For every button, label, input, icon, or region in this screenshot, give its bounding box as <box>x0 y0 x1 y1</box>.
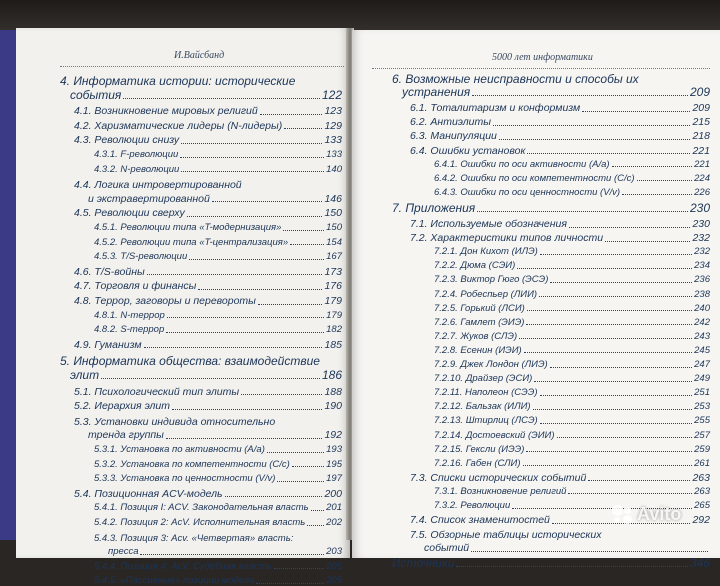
toc-page-number: 255 <box>694 415 710 427</box>
toc-page-number: 218 <box>692 130 710 143</box>
toc-leader <box>267 452 324 453</box>
toc-page-number: 182 <box>326 324 342 336</box>
toc-leader <box>140 554 324 555</box>
toc-entry-title: 7.3.2. Революции <box>434 500 511 511</box>
toc-page-number: 247 <box>694 359 710 370</box>
toc-leader <box>477 211 688 212</box>
toc-entry-title: 7.4. Список знаменитостей <box>410 514 550 527</box>
toc-leader <box>622 194 692 195</box>
toc-leader <box>290 244 324 245</box>
toc-entry-title: 6.3. Манипуляции <box>410 130 497 143</box>
toc-leader <box>588 480 690 481</box>
toc-entry <box>94 325 342 335</box>
toc-entry-title: 7.2. Характеристики типов личности <box>410 232 604 245</box>
toc-entry-title: 6.4.1. Ошибки по оси активности (A/a) <box>434 158 610 170</box>
toc-entry-title: 7.2.6. Гамлет (ЭИЭ) <box>434 316 525 328</box>
toc-leader <box>456 566 688 567</box>
toc-entry-title: 7.2.1. Дон Кихот (ИЛЭ) <box>434 246 538 258</box>
toc-page-number: 257 <box>694 429 710 441</box>
toc-entry <box>410 131 710 142</box>
toc-entry-title: 7.2.7. Жуков (СЛЭ) <box>434 330 518 342</box>
toc-entry-title: 6.4.2. Ошибки по оси компетентности (C/c) <box>434 172 635 184</box>
toc-entry <box>434 188 710 198</box>
toc-entry-title: 5.4.5. «Пассивные» позиции модели <box>94 575 255 586</box>
toc-entry-title: события <box>70 87 122 102</box>
toc-entry-title: событий <box>424 542 470 555</box>
toc-leader <box>292 466 324 467</box>
toc-leader <box>471 551 708 552</box>
toc-page-number: 253 <box>694 401 710 413</box>
toc-entry <box>94 460 342 470</box>
toc-page-number: 203 <box>326 546 342 558</box>
toc-leader <box>180 157 324 158</box>
toc-leader <box>181 143 322 144</box>
toc-leader <box>550 367 692 368</box>
toc-entry <box>74 296 342 307</box>
toc-entry-title: 7.2.13. Штирлиц (ЛСЭ) <box>434 415 538 427</box>
toc-entry <box>94 518 342 528</box>
toc-entry-title: 4.8. Террор, заговоры и перевороты <box>74 295 256 307</box>
toc-leader <box>256 583 324 584</box>
toc-leader <box>258 304 323 305</box>
toc-page-number: 185 <box>324 338 342 351</box>
toc-entry <box>392 202 710 214</box>
toc-entry-title: 4.3.1. F-революции <box>94 149 179 160</box>
toc-page-number: 190 <box>324 400 342 413</box>
toc-page-number: 251 <box>694 387 710 399</box>
toc-entry-title: 6.4. Ошибки установок <box>410 144 526 157</box>
toc-page-number: 205 <box>326 560 342 572</box>
toc-entry <box>434 459 710 469</box>
toc-page-number: 201 <box>326 502 342 514</box>
toc-leader <box>101 378 320 379</box>
toc-page-number: 221 <box>694 158 710 170</box>
toc-entry <box>108 547 342 557</box>
toc-page-number: 215 <box>692 116 710 129</box>
toc-leader <box>181 171 324 172</box>
toc-leader <box>147 274 323 275</box>
toc-entry <box>88 430 342 441</box>
toc-entry <box>410 219 710 230</box>
toc-entry-title: 7.2.2. Дюма (СЭИ) <box>434 260 516 272</box>
toc-entry-title: 4.8.1. N-террор <box>94 309 165 321</box>
toc-page-number: 150 <box>326 222 342 233</box>
toc-entry-title: 7. Приложения <box>392 200 476 215</box>
toc-leader <box>526 451 692 452</box>
toc-entry-title: устранения <box>402 85 471 100</box>
toc-entry-title: 5.2. Иерархия элит <box>74 400 171 413</box>
toc-leader <box>568 493 692 494</box>
toc-page-number: 197 <box>326 473 342 485</box>
toc-entry <box>74 281 342 292</box>
toc-entry <box>434 332 710 342</box>
toc-entry <box>434 247 710 257</box>
toc-entry <box>434 402 710 412</box>
toc-page-number: 150 <box>324 207 342 220</box>
toc-entry-title: 7.2.3. Виктор Гюго (ЭСЭ) <box>434 274 549 286</box>
toc-entry <box>434 374 710 384</box>
toc-right <box>352 30 720 571</box>
toc-entry-title: 7.3.1. Возникновение религий <box>434 485 567 497</box>
toc-entry-title: 4.5. Революции сверху <box>74 207 185 220</box>
toc-page-number: 146 <box>324 192 342 205</box>
toc-entry-title: 4.1. Возникновение мировых религий <box>74 105 258 118</box>
toc-leader <box>534 381 692 382</box>
toc-leader <box>187 216 323 217</box>
toc-leader <box>284 128 322 129</box>
toc-leader <box>172 409 322 410</box>
running-head-right: 5000 лет информатики <box>492 52 593 63</box>
toc-entry-title: 6.1. Тоталитаризм и конформизм <box>410 102 581 115</box>
toc-entry-title: 4.2. Харизматические лидеры (N-лидеры) <box>74 119 283 132</box>
toc-page-number: 192 <box>324 429 342 442</box>
toc-leader <box>260 114 323 115</box>
toc-leader <box>540 395 693 396</box>
toc-leader <box>225 496 323 497</box>
toc-leader <box>526 324 692 325</box>
toc-leader <box>123 98 320 99</box>
toc-page-number: 236 <box>694 274 710 286</box>
toc-entry <box>74 267 342 278</box>
toc-page-number: 232 <box>692 232 710 245</box>
toc-entry <box>94 576 342 586</box>
toc-page-number: 186 <box>321 368 342 382</box>
toc-leader <box>472 95 688 96</box>
toc-entry <box>434 487 710 497</box>
toc-page-number: 265 <box>694 500 710 511</box>
toc-entry <box>410 473 710 484</box>
toc-entry <box>74 121 342 132</box>
toc-leader <box>523 465 693 466</box>
toc-leader <box>166 438 323 439</box>
toc-page-number: 173 <box>324 265 342 278</box>
toc-page-number: 167 <box>326 251 342 263</box>
toc-entry <box>74 208 342 219</box>
toc-entry-line: 4.4. Логика интровертированной <box>74 179 242 192</box>
toc-page-number: 249 <box>694 373 710 385</box>
toc-entry <box>434 174 710 184</box>
toc-entry <box>410 233 710 244</box>
toc-entry <box>74 340 342 351</box>
toc-page-number: 154 <box>326 236 342 248</box>
toc-page-number: 226 <box>694 186 710 198</box>
toc-entry <box>434 346 710 356</box>
toc-entry-title: 7.2.14. Достоевский (ЭИИ) <box>434 429 555 441</box>
toc-entry <box>434 445 710 455</box>
toc-leader <box>605 241 690 242</box>
toc-leader <box>198 289 322 290</box>
toc-entry-line: 5.3. Установки индивида относительно <box>74 415 276 428</box>
avito-logo-icon <box>611 503 633 525</box>
toc-entry <box>74 106 342 117</box>
toc-page-number: 242 <box>694 316 710 328</box>
toc-entry <box>74 387 342 398</box>
toc-page-number: 179 <box>324 295 342 307</box>
toc-leader <box>527 153 690 154</box>
toc-leader <box>166 332 324 333</box>
toc-entry <box>424 543 710 554</box>
toc-leader <box>493 125 691 126</box>
toc-entry-title: 7.2.16. Габен (СЛИ) <box>434 457 521 469</box>
toc-page-number: 263 <box>694 485 710 497</box>
toc-page-number: 243 <box>694 330 710 342</box>
toc-entry-line: 4. Информатика истории: исторические <box>60 74 296 88</box>
toc-leader <box>189 259 324 260</box>
toc-page-number: 292 <box>692 514 710 527</box>
toc-page-number: 133 <box>326 149 342 160</box>
toc-entry <box>434 431 710 441</box>
toc-entry-title: пресса <box>108 546 139 558</box>
toc-entry <box>410 117 710 128</box>
toc-page-number: 224 <box>694 172 710 184</box>
toc-leader <box>540 254 692 255</box>
toc-entry <box>434 290 710 300</box>
toc-leader <box>212 201 323 202</box>
toc-entry <box>410 146 710 157</box>
toc-entry-title: 4.5.1. Революции типа «T-модернизация» <box>94 222 282 233</box>
toc-page-number: 209 <box>692 102 710 115</box>
running-head-left: И.Вайсбанд <box>174 50 225 61</box>
toc-leader <box>311 510 325 511</box>
toc-entry <box>434 318 710 328</box>
toc-entry <box>434 416 710 426</box>
toc-page-number: 245 <box>694 344 710 356</box>
toc-page-number: 259 <box>694 443 710 455</box>
toc-page-number: 193 <box>326 444 342 455</box>
toc-entry <box>94 165 342 175</box>
toc-entry-title: 4.7. Торговля и финансы <box>74 280 197 293</box>
toc-entry-title: 7.2.8. Есенин (ИЭИ) <box>434 344 522 356</box>
toc-entry-title: 5.4. Позиционная ACV-модель <box>74 487 223 500</box>
toc-leader <box>569 227 690 228</box>
toc-entry-title: элит <box>70 368 100 382</box>
toc-entry-title: 7.2.12. Бальзак (ИЛИ) <box>434 401 531 413</box>
toc-leader <box>241 394 322 395</box>
toc-page-number: 122 <box>321 87 342 102</box>
toc-entry-title: Источники <box>392 556 455 571</box>
toc-page-number: 123 <box>324 105 342 118</box>
toc-entry <box>94 252 342 262</box>
toc-entry <box>434 304 710 314</box>
toc-entry-title: и экстравертированной <box>88 192 210 205</box>
toc-entry <box>74 489 342 500</box>
toc-entry-title: 5.3.2. Установка по компетентности (C/c) <box>94 458 290 470</box>
toc-entry <box>402 86 710 98</box>
toc-page-number: 200 <box>324 487 342 500</box>
toc-left <box>16 28 350 586</box>
toc-entry-title: 4.9. Гуманизм <box>74 338 142 351</box>
toc-entry-line: 5. Информатика общества: взаимодействие <box>60 354 320 369</box>
toc-leader <box>557 437 693 438</box>
toc-page-number: 202 <box>326 517 342 528</box>
toc-entry <box>94 238 342 248</box>
watermark-label: Avito <box>637 503 682 524</box>
toc-entry-title: 4.3.2. N-революции <box>94 163 180 175</box>
toc-leader <box>517 268 692 269</box>
toc-entry <box>70 369 342 381</box>
toc-leader <box>167 317 324 318</box>
toc-entry-title: 5.3.1. Установка по активности (A/a) <box>94 444 265 455</box>
toc-entry <box>94 311 342 321</box>
toc-page-number: 230 <box>692 218 710 230</box>
toc-entry-title: 4.8.2. S-террор <box>94 324 165 336</box>
toc-entry-title: 7.3. Списки исторических событий <box>410 471 587 484</box>
toc-entry-title: 4.6. T/S-войны <box>74 265 145 278</box>
toc-leader <box>539 296 692 297</box>
toc-page-number: 129 <box>324 119 342 132</box>
toc-entry <box>434 160 710 170</box>
toc-entry-title: тренда группы <box>88 429 164 442</box>
toc-entry-title: 4.5.2. Революции типа «T-централизация» <box>94 236 289 248</box>
toc-page-number: 232 <box>694 246 710 258</box>
toc-entry-line: 6. Возможные неисправности и способы их <box>392 72 639 86</box>
toc-page-number: 230 <box>689 200 710 215</box>
toc-leader <box>144 347 323 348</box>
right-page <box>352 30 720 571</box>
toc-entry <box>392 557 710 569</box>
toc-entry <box>434 261 710 271</box>
toc-entry-title: 4.5.3. T/S-революции <box>94 251 188 263</box>
toc-leader <box>550 282 692 283</box>
toc-entry <box>94 223 342 233</box>
toc-page-number: 133 <box>324 134 342 147</box>
toc-leader <box>540 423 692 424</box>
toc-leader <box>277 481 324 482</box>
toc-entry <box>94 503 342 513</box>
toc-entry <box>94 474 342 484</box>
toc-entry-title: 5.3.3. Установка по ценностности (V/v) <box>94 473 276 485</box>
toc-leader <box>582 111 690 112</box>
toc-leader <box>524 352 692 353</box>
toc-page-number: 234 <box>694 260 710 272</box>
toc-entry-line: 5.4.3. Позиция 3: Acv. «Четвертая» власть: <box>94 532 294 544</box>
toc-entry-title: 7.2.9. Джек Лондон (ЛИЭ) <box>434 359 548 370</box>
toc-entry-title: 5.4.4. Позиция 4: AcV. Судебная власть <box>94 560 272 572</box>
toc-entry-title: 6.2. Антиэлиты <box>410 116 491 129</box>
toc-leader <box>274 568 324 569</box>
toc-page-number: 238 <box>694 288 710 300</box>
toc-entry-line: 7.5. Обзорные таблицы исторических <box>410 529 602 542</box>
toc-entry <box>94 445 342 455</box>
toc-entry <box>434 360 710 370</box>
toc-leader <box>533 409 693 410</box>
toc-page-number: 261 <box>694 457 710 469</box>
toc-page-number: 209 <box>689 85 710 100</box>
toc-page-number: 140 <box>326 163 342 175</box>
toc-leader <box>637 180 693 181</box>
toc-page-number: 205 <box>326 575 342 586</box>
toc-entry <box>74 401 342 412</box>
toc-page-number: 263 <box>692 471 710 484</box>
toc-entry <box>94 562 342 572</box>
toc-page-number: 240 <box>694 302 710 314</box>
toc-entry <box>94 150 342 160</box>
toc-page-number: 176 <box>324 280 342 293</box>
toc-entry <box>434 388 710 398</box>
toc-leader <box>519 338 692 339</box>
toc-entry-title: 5.1. Психологический тип элиты <box>74 385 240 398</box>
toc-leader <box>612 166 693 167</box>
toc-page-number: 221 <box>692 144 710 157</box>
toc-leader <box>283 230 324 231</box>
left-page <box>16 28 350 586</box>
toc-entry-title: 7.2.5. Горький (ЛСИ) <box>434 302 525 314</box>
toc-entry-title: 4.3. Революции снизу <box>74 134 180 147</box>
toc-page-number: 179 <box>326 309 342 321</box>
toc-entry-title: 7.2.15. Гексли (ИЭЭ) <box>434 443 525 455</box>
toc-page-number: 346 <box>689 556 710 571</box>
toc-entry <box>74 135 342 146</box>
toc-entry-title: 7.1. Используемые обозначения <box>410 218 567 230</box>
toc-entry-title: 5.4.2. Позиция 2: AcV. Исполнительная власть <box>94 517 306 528</box>
toc-entry <box>88 194 342 205</box>
toc-entry-title: 7.2.11. Наполеон (СЭЭ) <box>434 387 538 399</box>
toc-entry-title: 5.4.1. Позиция I: ACV. Законодательная власть <box>94 502 309 514</box>
toc-entry <box>434 275 710 285</box>
toc-leader <box>499 139 691 140</box>
toc-leader <box>307 525 324 526</box>
avito-watermark <box>611 503 681 525</box>
toc-entry-title: 6.4.3. Ошибки по оси ценностности (V/v) <box>434 186 621 198</box>
toc-page-number: 195 <box>326 458 342 470</box>
toc-page-number: 188 <box>324 385 342 398</box>
toc-entry-title: 7.2.10. Драйзер (ЭСИ) <box>434 373 533 385</box>
toc-entry <box>70 89 342 101</box>
toc-entry <box>410 103 710 114</box>
toc-leader <box>527 310 692 311</box>
toc-entry-title: 7.2.4. Робеспьер (ЛИИ) <box>434 288 538 300</box>
